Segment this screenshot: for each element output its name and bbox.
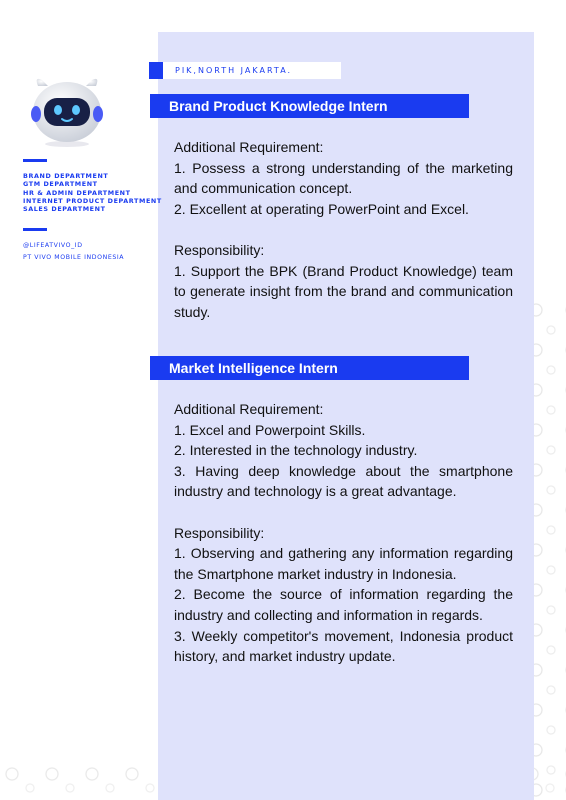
- responsibility-heading: Responsibility:: [174, 241, 265, 258]
- department-item: HR & ADMIN DEPARTMENT: [23, 188, 131, 197]
- position-title: Brand Product Knowledge Intern: [150, 94, 469, 118]
- position-details: [174, 137, 513, 322]
- requirement-heading: Additional Requirement:: [174, 401, 324, 417]
- requirement-item: 2. Interested in the technology industry.: [174, 442, 418, 459]
- position-details: [174, 399, 513, 667]
- requirement-item: 1. Excel and Powerpoint Skills.: [174, 421, 366, 438]
- department-item: SALES DEPARTMENT: [23, 205, 106, 214]
- contact-info: [23, 240, 124, 264]
- location-banner: [149, 62, 341, 79]
- requirement-heading: Additional Requirement:: [174, 139, 324, 155]
- responsibility-heading: Responsibility:: [174, 524, 265, 541]
- department-item: BRAND DEPARTMENT: [23, 172, 109, 180]
- department-item: GTM DEPARTMENT: [23, 180, 98, 189]
- sidebar-divider: [23, 228, 47, 231]
- robot-mascot-icon: [28, 72, 106, 148]
- company-name: PT VIVO MOBILE INDONESIA: [23, 254, 125, 261]
- sidebar-divider: [23, 159, 47, 162]
- instagram-handle: @LIFEATVIVO_ID: [23, 242, 83, 249]
- requirement-item: 3. Having deep knowledge about the smartphone industry and technology is a great advantage.: [174, 462, 513, 500]
- location-text: PIK,NORTH JAKARTA.: [175, 66, 293, 75]
- responsibility-item: 3. Weekly competitor's movement, Indonesia product history, and market industry update.: [174, 627, 513, 665]
- responsibility-item: 1. Observing and gathering any information regarding the Smartphone market industry in Indonesia.: [174, 545, 513, 582]
- location-accent-mark: [149, 62, 163, 79]
- responsibility-item: 1. Support the BPK (Brand Product Knowledge) team to generate insight from the brand and communication study.: [174, 262, 513, 320]
- department-list: [23, 172, 162, 213]
- department-item: INTERNET PRODUCT DEPARTMENT: [23, 196, 162, 205]
- requirement-item: 2. Excellent at operating PowerPoint and Excel.: [174, 200, 469, 217]
- position-title: Market Intelligence Intern: [150, 356, 469, 380]
- requirement-item: 1. Possess a strong understanding of the marketing and communication concept.: [174, 159, 513, 197]
- responsibility-item: 2. Become the source of information regarding the industry and collecting and information in regards.: [174, 586, 513, 623]
